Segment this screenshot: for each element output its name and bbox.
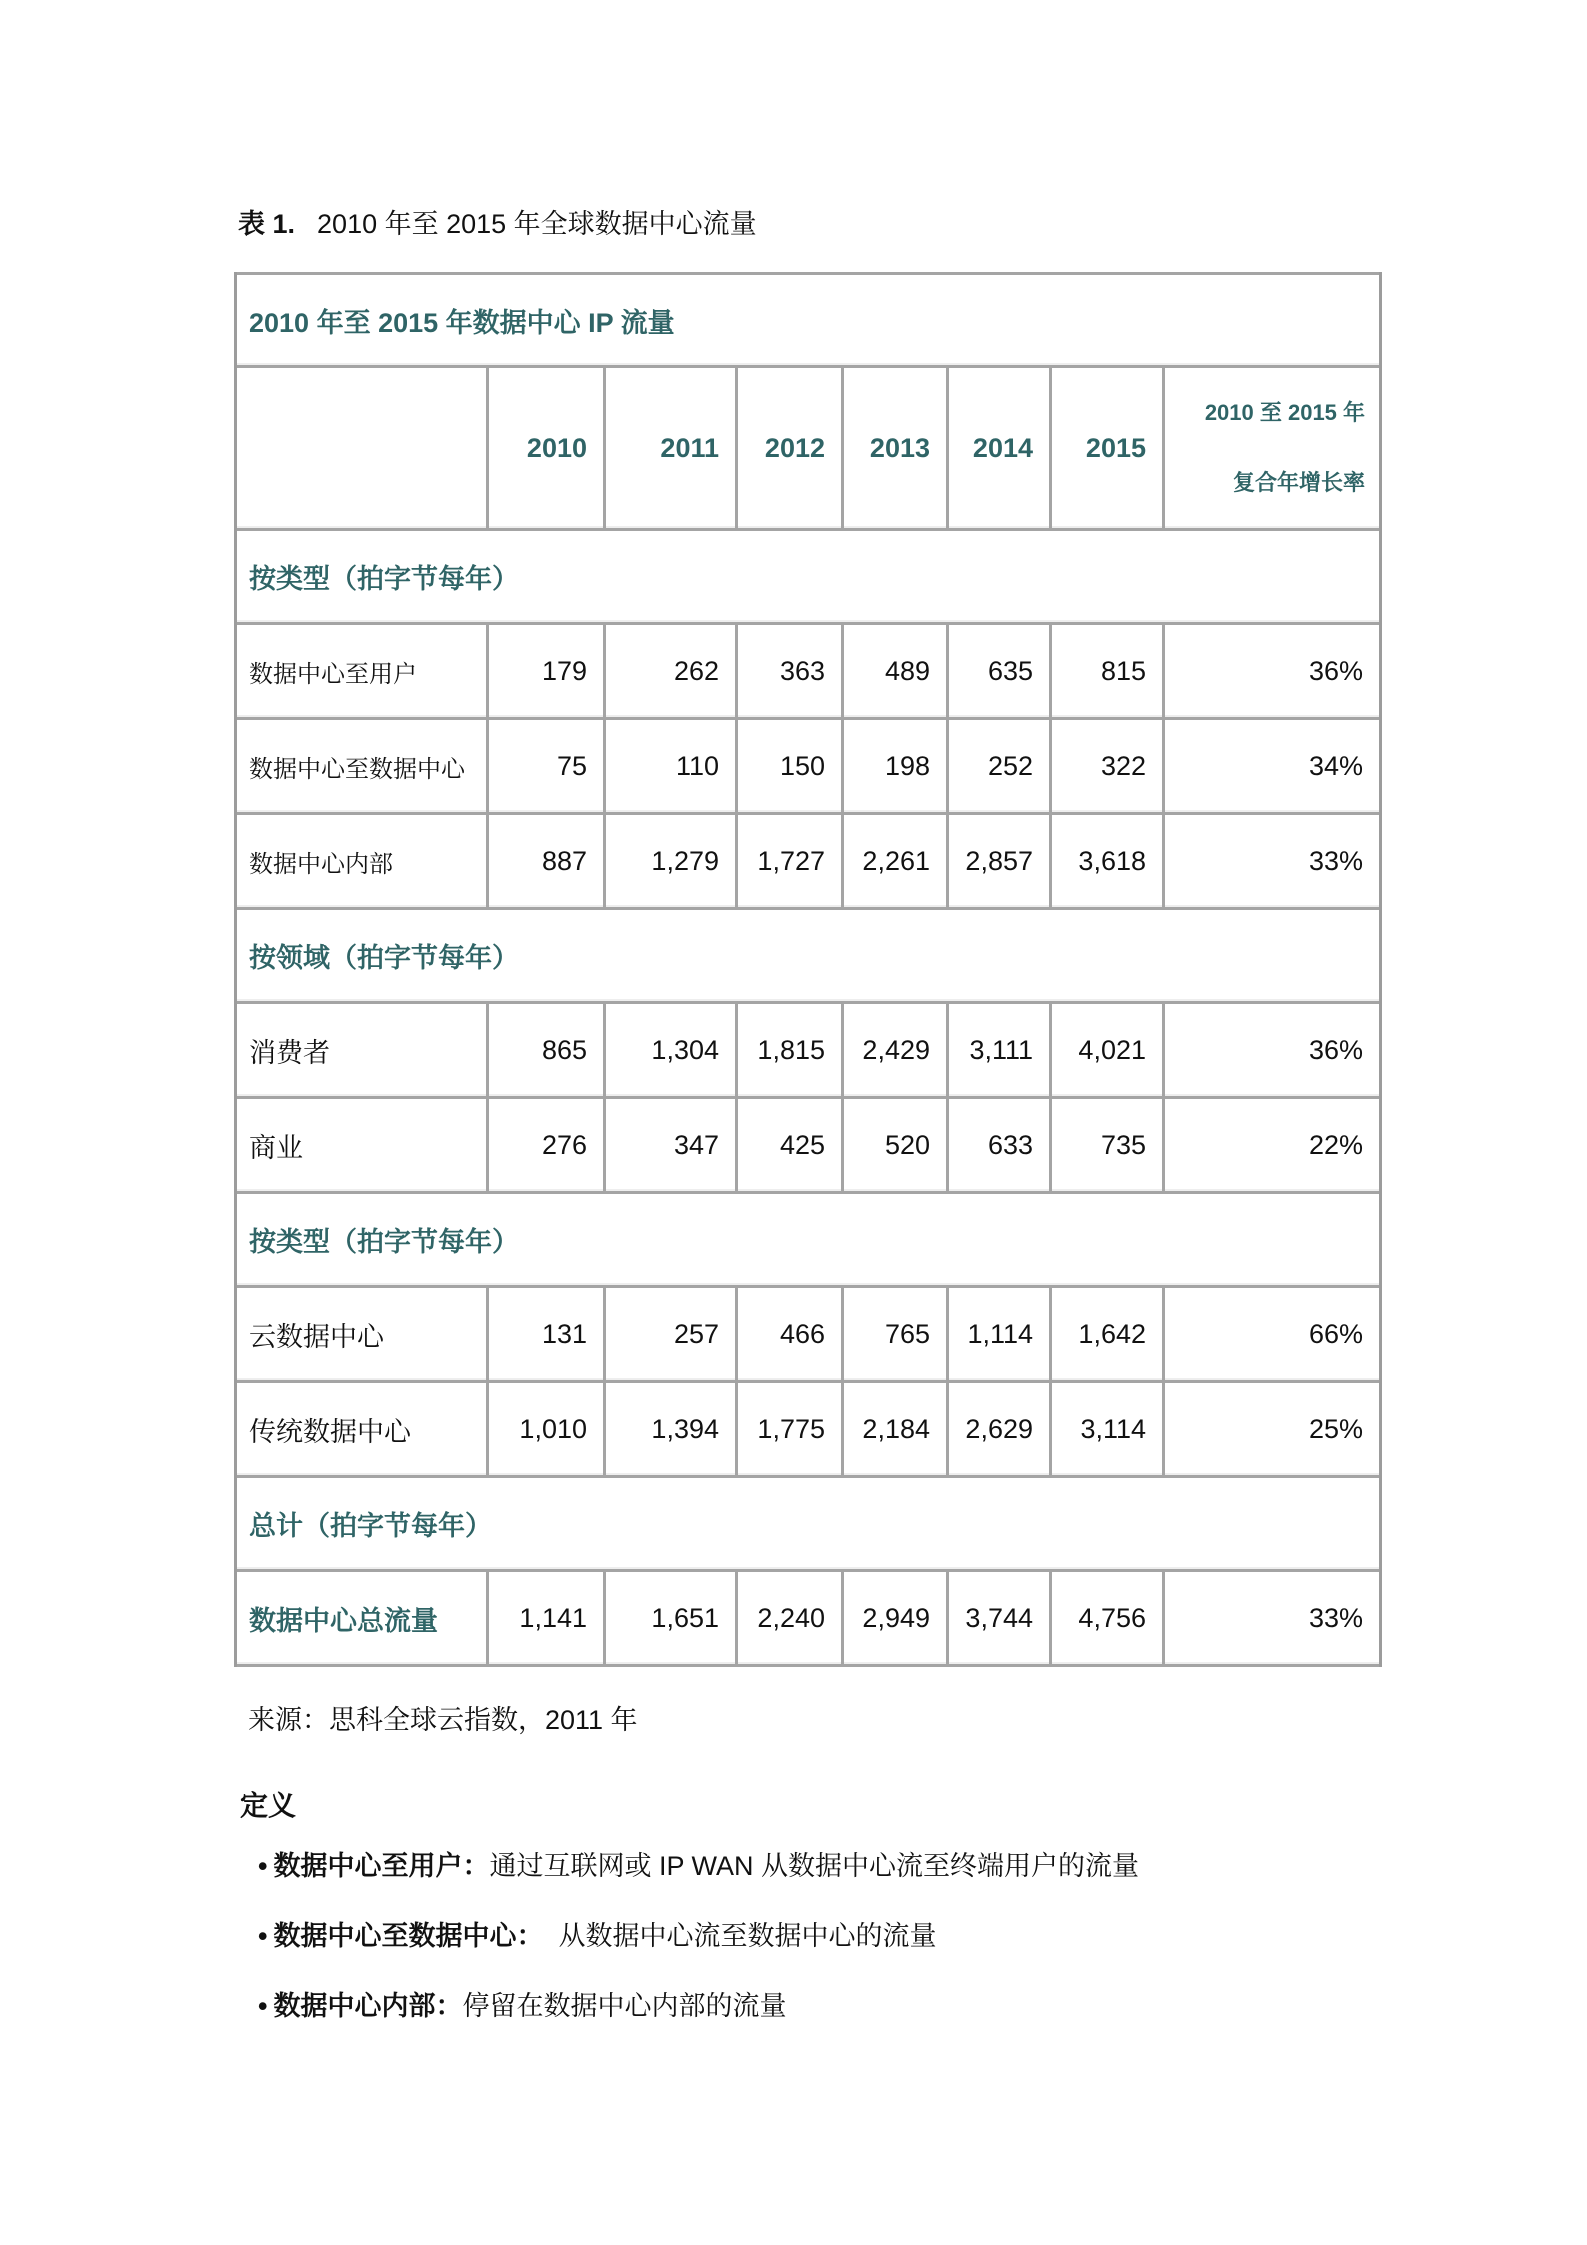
table-title: 2010 年至 2015 年数据中心 IP 流量 xyxy=(237,272,1379,368)
cell-value: 179 xyxy=(486,625,603,720)
definition-term: 数据中心内部： xyxy=(273,1991,463,2021)
source-note: 来源：思科全球云指数，2011 年 xyxy=(248,1705,638,1735)
row-label: 数据中心至数据中心 xyxy=(237,720,486,815)
cell-value: 1,114 xyxy=(946,1288,1049,1383)
table-row xyxy=(237,1288,1379,1383)
header-year: 2013 xyxy=(841,368,946,531)
cell-value: 322 xyxy=(1049,720,1162,815)
definition-item xyxy=(258,1918,1139,1988)
header-cagr-line2: 复合年增长率 xyxy=(1233,470,1366,495)
header-year: 2011 xyxy=(603,368,735,531)
cell-cagr: 34% xyxy=(1162,720,1379,815)
cell-value: 3,111 xyxy=(946,1004,1049,1099)
traffic-table-container xyxy=(234,272,1376,1667)
cell-value: 2,240 xyxy=(735,1572,841,1667)
cell-value: 633 xyxy=(946,1099,1049,1194)
cell-value: 110 xyxy=(603,720,735,815)
cell-value: 131 xyxy=(486,1288,603,1383)
cell-value: 765 xyxy=(841,1288,946,1383)
table-row xyxy=(237,625,1379,720)
cell-value: 4,021 xyxy=(1049,1004,1162,1099)
table-row xyxy=(237,1004,1379,1099)
header-blank xyxy=(237,368,486,531)
cell-value: 887 xyxy=(486,815,603,910)
cell-value: 252 xyxy=(946,720,1049,815)
table-row xyxy=(237,1383,1379,1478)
header-year: 2012 xyxy=(735,368,841,531)
cell-cagr: 36% xyxy=(1162,625,1379,720)
cell-value: 2,629 xyxy=(946,1383,1049,1478)
cell-value: 1,642 xyxy=(1049,1288,1162,1383)
definition-term: 数据中心至用户： xyxy=(273,1851,490,1881)
row-label: 消费者 xyxy=(237,1004,486,1099)
cell-value: 466 xyxy=(735,1288,841,1383)
cell-value: 635 xyxy=(946,625,1049,720)
header-year: 2010 xyxy=(486,368,603,531)
cell-cagr: 33% xyxy=(1162,1572,1379,1667)
cell-cagr: 25% xyxy=(1162,1383,1379,1478)
cell-value: 1,141 xyxy=(486,1572,603,1667)
cell-cagr: 36% xyxy=(1162,1004,1379,1099)
cell-value: 198 xyxy=(841,720,946,815)
cell-value: 3,744 xyxy=(946,1572,1049,1667)
definition-text: 停留在数据中心内部的流量 xyxy=(462,1991,787,2021)
cell-value: 276 xyxy=(486,1099,603,1194)
data-center-traffic-table xyxy=(234,272,1382,1667)
cell-value: 3,618 xyxy=(1049,815,1162,910)
row-label: 数据中心总流量 xyxy=(237,1572,486,1667)
definition-item xyxy=(258,1988,1139,2058)
cell-value: 1,727 xyxy=(735,815,841,910)
cell-value: 865 xyxy=(486,1004,603,1099)
table-row xyxy=(237,1099,1379,1194)
table-row-total xyxy=(237,1572,1379,1667)
section-title: 按领域（拍字节每年） xyxy=(237,910,1379,1004)
header-row xyxy=(237,368,1379,531)
cell-value: 1,279 xyxy=(603,815,735,910)
table-row xyxy=(237,815,1379,910)
cell-value: 75 xyxy=(486,720,603,815)
table-caption xyxy=(238,206,757,242)
row-label: 商业 xyxy=(237,1099,486,1194)
header-cagr-line1: 2010 至 2015 年 xyxy=(1204,400,1366,425)
caption-text: 2010 年至 2015 年全球数据中心流量 xyxy=(317,209,757,239)
cell-value: 347 xyxy=(603,1099,735,1194)
section-title: 按类型（拍字节每年） xyxy=(237,1194,1379,1288)
cell-value: 2,261 xyxy=(841,815,946,910)
cell-value: 425 xyxy=(735,1099,841,1194)
bullet-icon: • xyxy=(258,1851,268,1881)
row-label: 云数据中心 xyxy=(237,1288,486,1383)
cell-value: 257 xyxy=(603,1288,735,1383)
definitions-list xyxy=(258,1848,1139,2058)
cell-cagr: 22% xyxy=(1162,1099,1379,1194)
cell-value: 363 xyxy=(735,625,841,720)
cell-cagr: 66% xyxy=(1162,1288,1379,1383)
cell-value: 2,949 xyxy=(841,1572,946,1667)
table-row xyxy=(237,720,1379,815)
cell-value: 1,304 xyxy=(603,1004,735,1099)
definition-term: 数据中心至数据中心： xyxy=(273,1921,544,1951)
cell-value: 489 xyxy=(841,625,946,720)
cell-value: 4,756 xyxy=(1049,1572,1162,1667)
definition-text: 从数据中心流至数据中心的流量 xyxy=(543,1921,937,1951)
cell-value: 1,815 xyxy=(735,1004,841,1099)
cell-value: 150 xyxy=(735,720,841,815)
header-year: 2014 xyxy=(946,368,1049,531)
cell-cagr: 33% xyxy=(1162,815,1379,910)
section-title: 总计（拍字节每年） xyxy=(237,1478,1379,1572)
cell-value: 735 xyxy=(1049,1099,1162,1194)
header-year: 2015 xyxy=(1049,368,1162,531)
cell-value: 2,184 xyxy=(841,1383,946,1478)
definition-item xyxy=(258,1848,1139,1918)
cell-value: 1,775 xyxy=(735,1383,841,1478)
cell-value: 520 xyxy=(841,1099,946,1194)
cell-value: 2,857 xyxy=(946,815,1049,910)
bullet-icon: • xyxy=(258,1921,268,1951)
cell-value: 2,429 xyxy=(841,1004,946,1099)
row-label: 数据中心至用户 xyxy=(237,625,486,720)
cell-value: 262 xyxy=(603,625,735,720)
header-cagr xyxy=(1162,368,1379,531)
cell-value: 1,651 xyxy=(603,1572,735,1667)
definition-text: 通过互联网或 IP WAN 从数据中心流至终端用户的流量 xyxy=(489,1851,1139,1881)
caption-label: 表 1. xyxy=(238,209,296,239)
definitions-heading: 定义 xyxy=(240,1790,297,1821)
cell-value: 1,010 xyxy=(486,1383,603,1478)
section-title: 按类型（拍字节每年） xyxy=(237,531,1379,625)
cell-value: 815 xyxy=(1049,625,1162,720)
row-label: 传统数据中心 xyxy=(237,1383,486,1478)
cell-value: 1,394 xyxy=(603,1383,735,1478)
bullet-icon: • xyxy=(258,1991,268,2021)
row-label: 数据中心内部 xyxy=(237,815,486,910)
cell-value: 3,114 xyxy=(1049,1383,1162,1478)
